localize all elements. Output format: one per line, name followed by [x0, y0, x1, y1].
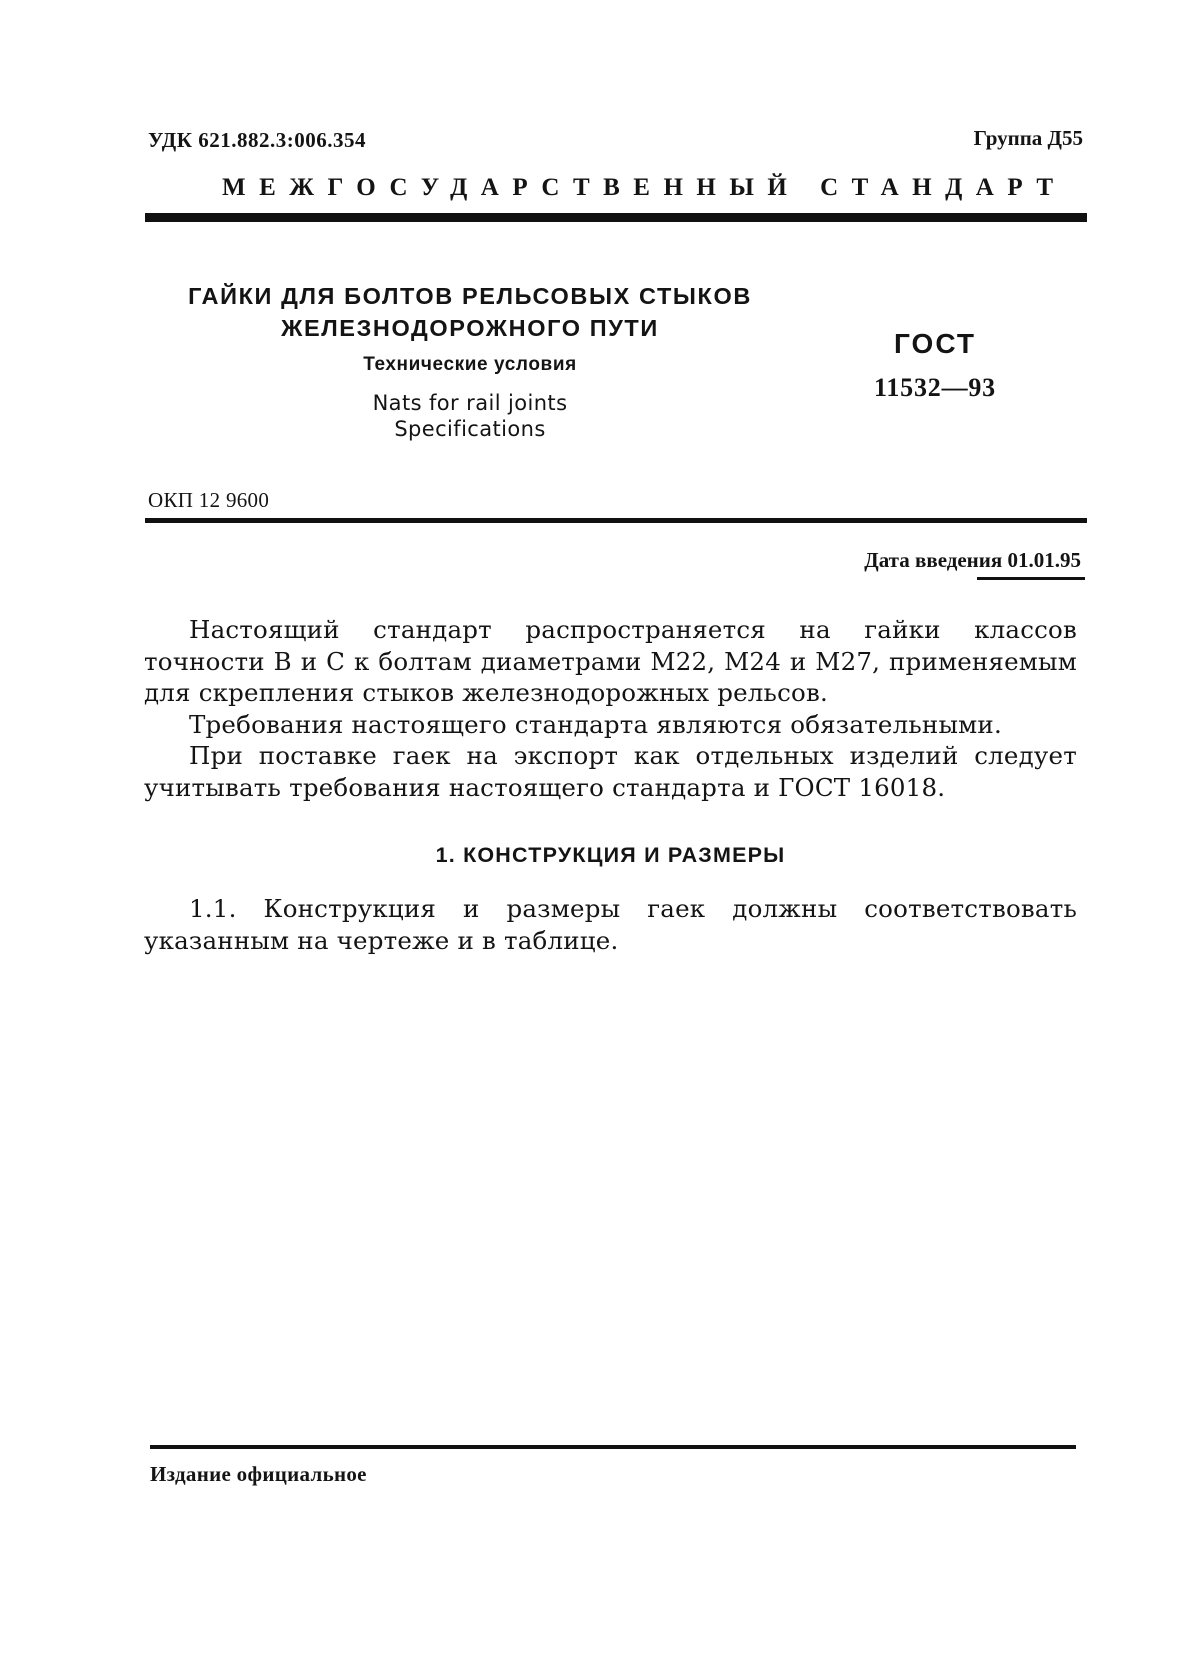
footer-rule [150, 1445, 1076, 1449]
intro-text [144, 614, 1077, 803]
effective-date: Дата введения 01.01.95 [864, 548, 1081, 572]
subtitle-english-line-1: Nats for rail joints [372, 391, 568, 415]
document-title-line-2: ЖЕЛЕЗНОДОРОЖНОГО ПУТИ [281, 315, 659, 341]
intro-paragraph-scope: Настоящий стандарт распространяется на гайки классов точности В и С к болтам диаметрами М22, М24 и М27, применяемым для скрепления стыков железнодорожных рельсов. [144, 615, 1077, 707]
effective-date-underline [977, 577, 1085, 580]
okp-rule [145, 518, 1087, 523]
document-title-line-1: ГАЙКИ ДЛЯ БОЛТОВ РЕЛЬСОВЫХ СТЫКОВ [188, 283, 752, 309]
interstate-standard-heading: МЕЖГОСУДАРСТВЕННЫЙ СТАНДАРТ [222, 174, 1067, 201]
udk-code: УДК 621.882.3:006.354 [148, 128, 366, 152]
subtitle-english-line-2: Specifications [394, 417, 546, 441]
intro-paragraph-mandatory: Требования настоящего стандарта являются обязательными. [189, 709, 1002, 739]
gost-label: ГОСТ [894, 328, 976, 359]
subtitle-russian: Технические условия [363, 354, 577, 375]
official-edition-note: Издание официальное [150, 1462, 367, 1486]
clause-1-1: 1.1. Конструкция и размеры гаек должны соответствовать указанным на чертеже и в таблице. [144, 894, 1077, 955]
subtitle-english [150, 390, 790, 442]
header-rule [145, 213, 1087, 222]
intro-paragraph-export: При поставке гаек на экспорт как отдельных изделий следует учитывать требования настоящего стандарта и ГОСТ 16018. [144, 741, 1077, 802]
document-title-block [150, 280, 790, 442]
section-1-text [144, 893, 1077, 956]
okp-code: ОКП 12 9600 [148, 488, 270, 512]
group-code: Группа Д55 [973, 126, 1083, 150]
section-1-heading: 1. КОНСТРУКЦИЯ И РАЗМЕРЫ [435, 843, 786, 867]
gost-number: 11532—93 [874, 373, 996, 402]
